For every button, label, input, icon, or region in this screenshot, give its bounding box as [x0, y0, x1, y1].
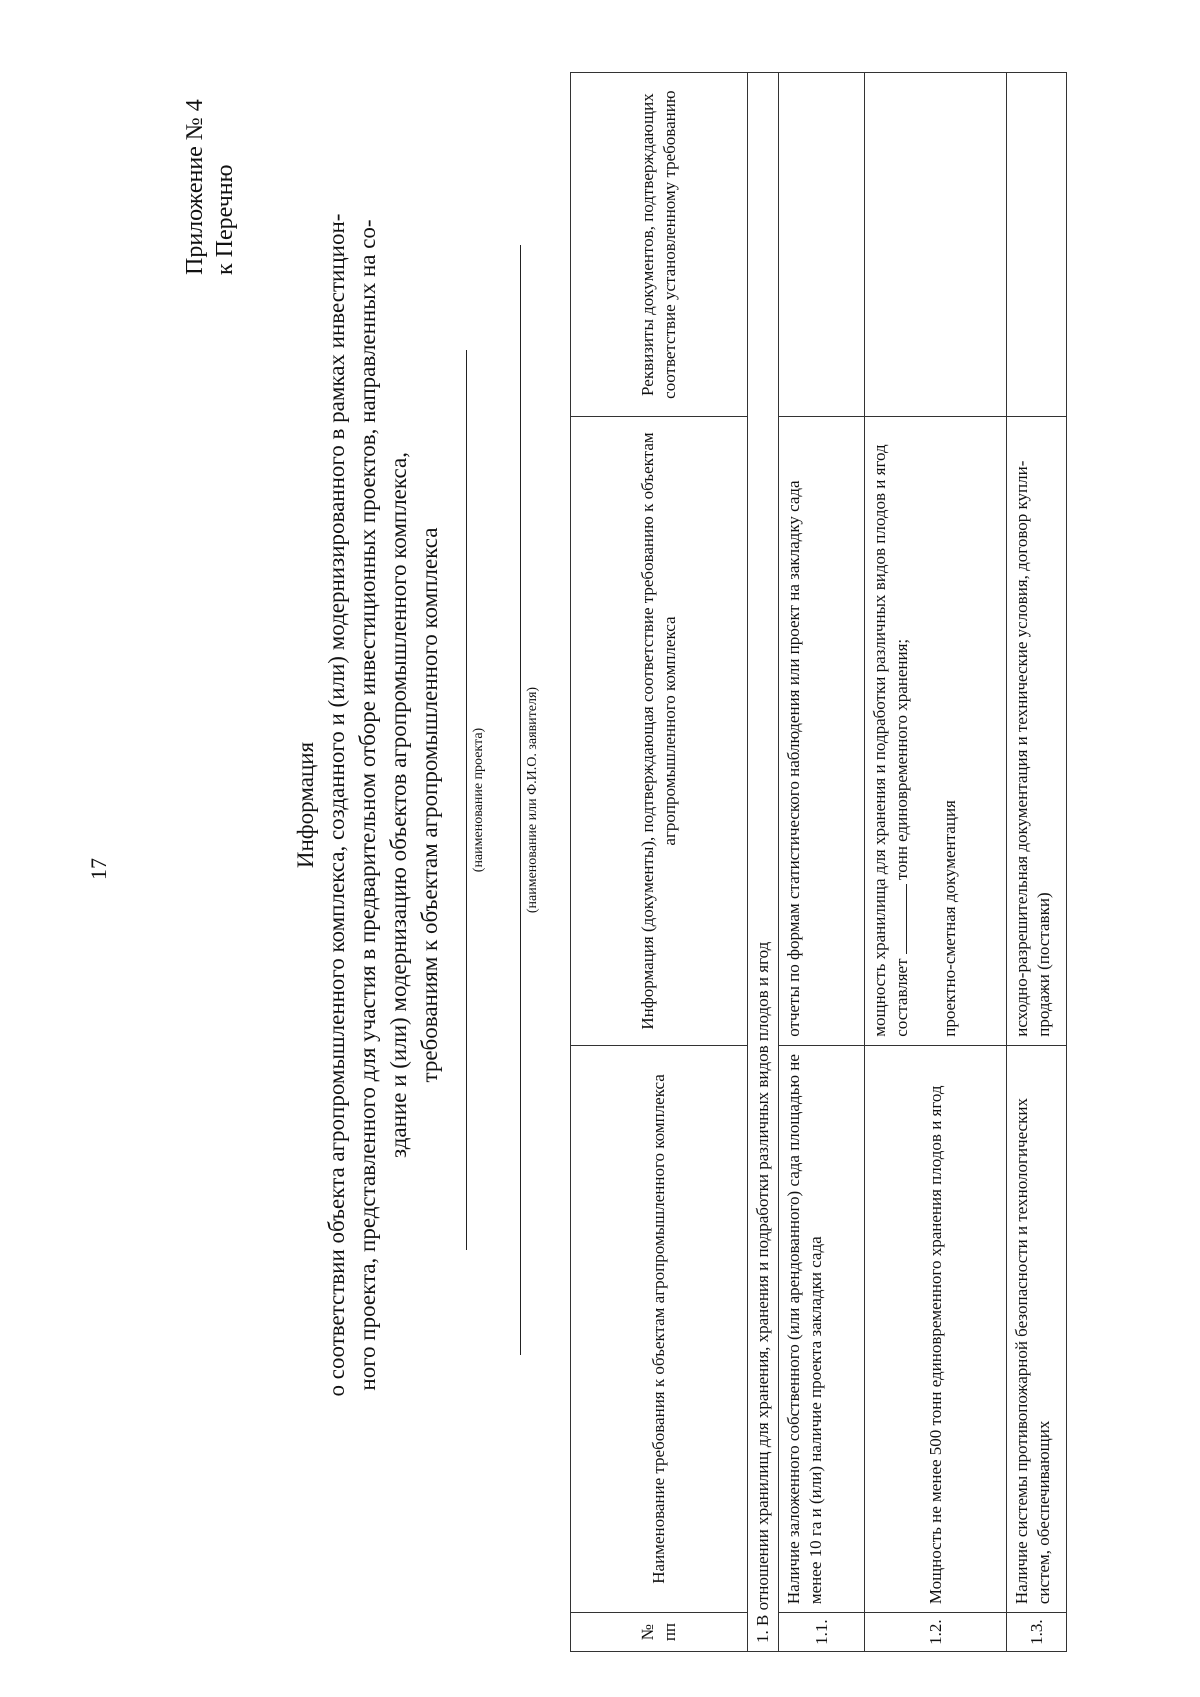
row-info-text: проектно-сметная документация — [940, 800, 959, 1037]
row-docs[interactable] — [865, 73, 1007, 417]
row-num: 1.3. — [1007, 1613, 1067, 1652]
row-info: отчеты по формам статистического наблюдения или проект на закладку сада — [779, 417, 865, 1046]
header-info: Информация (документы), подтверждающая соответствие требованию к объектам агропромышленного комплекса — [571, 417, 748, 1046]
row-info-text: единовременного хранения; — [892, 638, 911, 842]
table-row — [779, 73, 865, 1652]
rotated-sheet — [30, 30, 1170, 1680]
document-title — [290, 90, 445, 1520]
table-row — [1007, 73, 1067, 1652]
title-line: о соответствии объекта агропромышленного комплекса, созданного и (или) модернизированного в рамках инвестицион- — [324, 213, 349, 1397]
applicant-name-line — [520, 245, 521, 1355]
project-caption: (наименование проекта) — [471, 727, 486, 873]
row-docs[interactable] — [779, 73, 865, 417]
header-docs: Реквизиты документов, подтверждающих соответствие установленному требованию — [571, 73, 748, 417]
section-title: 1. В отношении хранилищ для хранения, хранения и подработки различных видов плодов и ягод — [748, 73, 779, 1652]
row-info-text: мощность хранилища для хранения и подработки различных видов плодов и ягод составляет — [870, 444, 911, 1037]
row-docs[interactable] — [1007, 73, 1067, 417]
requirements-table — [570, 72, 1067, 1652]
title-line: ного проекта, представленного для участия в предварительном отборе инвестиционных проектов, направленных на со- — [355, 219, 380, 1391]
row-num: 1.2. — [865, 1613, 1007, 1652]
appendix-line-1: Приложение № 4 — [182, 99, 208, 275]
title-heading: Информация — [293, 741, 318, 869]
row-num: 1.1. — [779, 1613, 865, 1652]
title-line: требованиям к объектам агропромышленного комплекса — [417, 527, 442, 1083]
applicant-caption: (наименование или Ф.И.О. заявителя) — [525, 686, 540, 914]
header-requirement: Наименование требования к объектам агропромышленного комплекса — [571, 1045, 748, 1612]
row-requirement: Наличие заложенного собственного (или арендованного) сада площадью не менее 10 га и (или) наличие проекта закладки сада — [779, 1045, 865, 1612]
page-number: 17 — [86, 858, 111, 880]
section-row — [748, 73, 779, 1652]
project-name-line — [466, 350, 467, 1250]
row-info-unit: тонн — [892, 846, 911, 880]
row-info — [865, 417, 1007, 1046]
row-info: исходно-разрешительная документация и технические условия, договор купли-продажи (поставки) — [1007, 417, 1067, 1046]
header-num: № пп — [571, 1613, 748, 1652]
row-requirement: Наличие системы противопожарной безопасности и технологических систем, обеспечивающих — [1007, 1045, 1067, 1612]
appendix-label — [180, 99, 240, 275]
capacity-blank[interactable] — [906, 884, 907, 954]
table-row — [865, 73, 1007, 1652]
table-header-row — [571, 73, 748, 1652]
row-requirement: Мощность не менее 500 тонн единовременного хранения плодов и ягод — [865, 1045, 1007, 1612]
appendix-line-2: к Перечню — [212, 164, 238, 275]
title-line: здание и (или) модернизацию объектов агропромышленного комплекса, — [386, 452, 411, 1158]
